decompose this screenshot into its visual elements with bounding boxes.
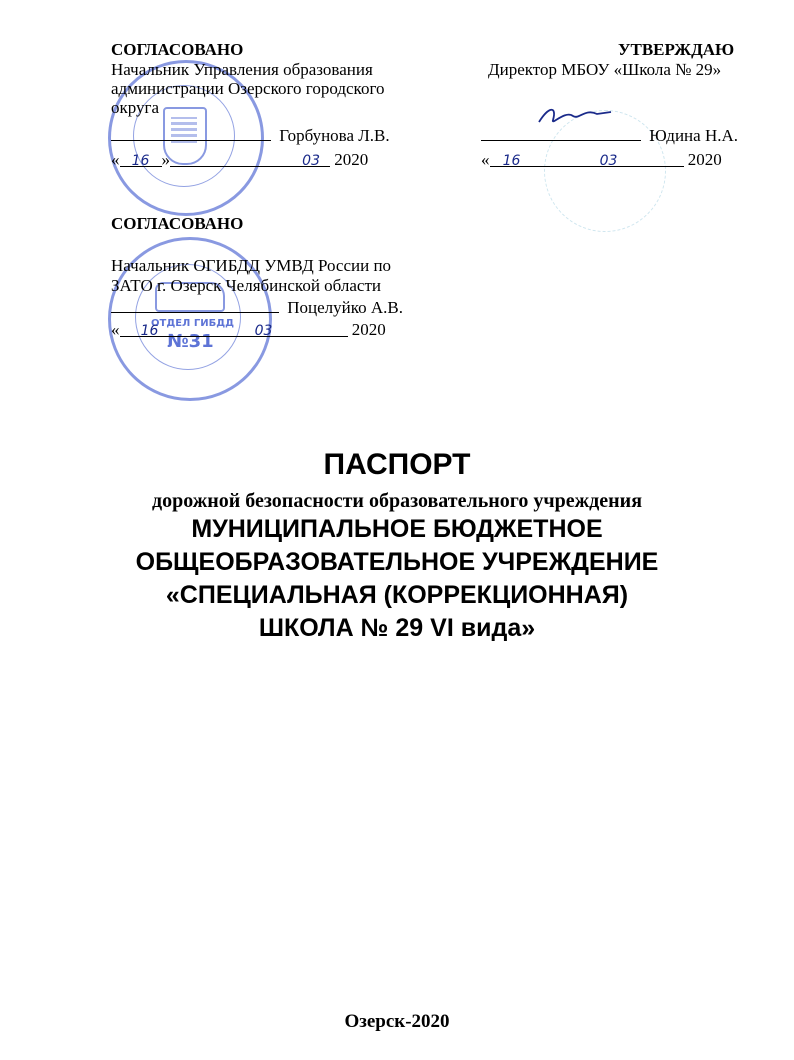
approval-second-position-line2: ЗАТО г. Озерск Челябинской области (111, 276, 381, 295)
approval-left-signer: Горбунова Л.В. (279, 126, 390, 145)
approval-left-date-row (111, 150, 368, 169)
approval-left-position-line2: администрации Озерского городского (111, 79, 385, 98)
approval-right-heading: УТВЕРЖДАЮ (618, 40, 735, 59)
approval-left-position-line1: Начальник Управления образования (111, 60, 373, 79)
organization-name-line2: ОБЩЕОБРАЗОВАТЕЛЬНОЕ УЧРЕЖДЕНИЕ (135, 548, 659, 576)
approval-right-date-day: 16 (490, 152, 534, 167)
approval-left-signature-row (111, 126, 390, 145)
document-title: ПАСПОРТ (323, 448, 471, 481)
gibdd-dept-label: ОТДЕЛ ГИБДД (151, 318, 235, 329)
approval-second-date-day: 16 (120, 322, 180, 337)
approval-left-heading: СОГЛАСОВАНО (111, 40, 244, 59)
signature-line (111, 298, 279, 313)
approval-left-date-year: 2020 (334, 150, 369, 169)
approval-right-date-month: 03 (534, 152, 684, 167)
approval-left-date-month: 03 (170, 152, 330, 167)
approval-right-date-row (481, 150, 722, 169)
signature-line (481, 126, 641, 141)
approval-right-position-line1: Директор МБОУ «Школа № 29» (488, 60, 722, 79)
approval-right-signer: Юдина Н.А. (649, 126, 738, 145)
approval-second-heading: СОГЛАСОВАНО (111, 214, 244, 233)
date-quote-open: « (481, 150, 490, 169)
organization-name-line1: МУНИЦИПАЛЬНОЕ БЮДЖЕТНОЕ (191, 515, 603, 543)
date-quote-open: « (111, 150, 120, 169)
document-subtitle: дорожной безопасности образовательного учреждения (151, 490, 643, 512)
footer-city-year: Озерск-2020 (344, 1011, 450, 1032)
approval-left-position-line3: округа (111, 98, 160, 117)
approval-left-date-day: 16 (120, 152, 162, 167)
approval-right-signature-row (481, 126, 738, 145)
organization-name-line4: ШКОЛА № 29 VI вида» (258, 614, 536, 642)
signature-line (111, 126, 271, 141)
approval-second-date-year: 2020 (351, 320, 386, 339)
approval-second-date-month: 03 (180, 322, 348, 337)
approval-second-signer: Поцелуйко А.В. (287, 298, 404, 317)
approval-second-date-row (111, 320, 386, 339)
date-quote-open: « (111, 320, 120, 339)
approval-right-date-year: 2020 (687, 150, 722, 169)
approval-second-position-line1: Начальник ОГИБДД УМВД России по (111, 256, 392, 275)
approval-second-signature-row (111, 298, 403, 317)
date-quote-close: » (161, 150, 170, 169)
gibdd-number-label: №31 (167, 331, 214, 352)
organization-name-line3: «СПЕЦИАЛЬНАЯ (КОРРЕКЦИОННАЯ) (165, 581, 629, 609)
